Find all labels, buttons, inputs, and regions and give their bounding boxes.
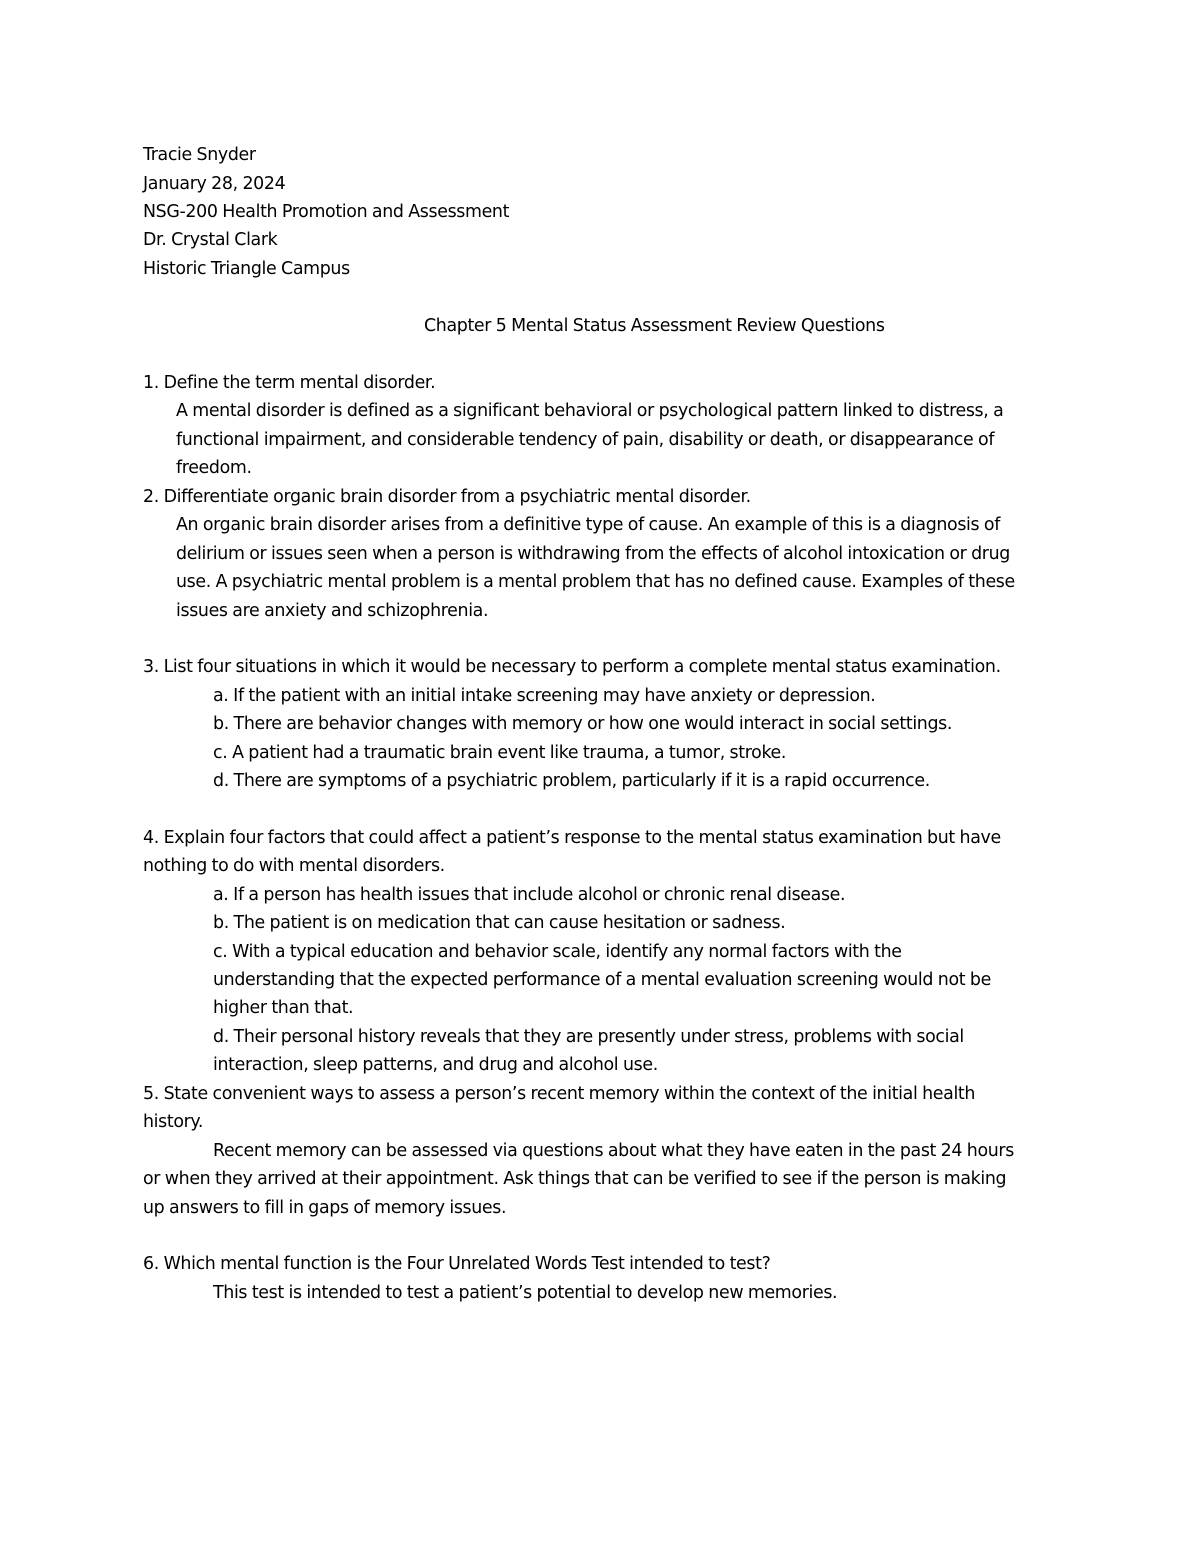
answer-1-line: functional impairment, and considerable tendency of pain, disability or death, or disappearance of bbox=[176, 430, 995, 450]
answer-2-line: use. A psychiatric mental problem is a mental problem that has no defined cause. Examples of these bbox=[176, 572, 1015, 592]
answer-2-line: delirium or issues seen when a person is withdrawing from the effects of alcohol intoxication or drug bbox=[176, 544, 1010, 564]
answer-3-item: c. A patient had a traumatic brain event like trauma, a tumor, stroke. bbox=[213, 743, 787, 763]
question-2: 2. Differentiate organic brain disorder from a psychiatric mental disorder. bbox=[143, 487, 751, 507]
answer-5-line: or when they arrived at their appointment. Ask things that can be verified to see if the person is making bbox=[143, 1169, 1007, 1189]
course-name: NSG-200 Health Promotion and Assessment bbox=[143, 202, 510, 222]
answer-4-item: c. With a typical education and behavior scale, identify any normal factors with the bbox=[213, 942, 902, 962]
question-6: 6. Which mental function is the Four Unrelated Words Test intended to test? bbox=[143, 1254, 771, 1274]
question-3: 3. List four situations in which it would be necessary to perform a complete mental status examination. bbox=[143, 657, 1001, 677]
answer-4-item: understanding that the expected performance of a mental evaluation screening would not be bbox=[213, 970, 991, 990]
answer-6: This test is intended to test a patient’s potential to develop new memories. bbox=[213, 1283, 838, 1303]
document-title: Chapter 5 Mental Status Assessment Review Questions bbox=[424, 316, 885, 336]
answer-4-item: b. The patient is on medication that can cause hesitation or sadness. bbox=[213, 913, 786, 933]
answer-4-item: higher than that. bbox=[213, 998, 354, 1018]
answer-4-item: a. If a person has health issues that include alcohol or chronic renal disease. bbox=[213, 885, 846, 905]
question-5-line: history. bbox=[143, 1112, 204, 1132]
answer-5-line: up answers to fill in gaps of memory issues. bbox=[143, 1198, 507, 1218]
question-4-line: 4. Explain four factors that could affect a patient’s response to the mental status examination but have bbox=[143, 828, 1001, 848]
student-name: Tracie Snyder bbox=[143, 145, 256, 165]
question-5-line: 5. State convenient ways to assess a person’s recent memory within the context of the initial health bbox=[143, 1084, 976, 1104]
document-date: January 28, 2024 bbox=[143, 174, 286, 194]
question-1: 1. Define the term mental disorder. bbox=[143, 373, 436, 393]
question-4-line: nothing to do with mental disorders. bbox=[143, 856, 445, 876]
answer-1-line: freedom. bbox=[176, 458, 252, 478]
answer-3-item: b. There are behavior changes with memory or how one would interact in social settings. bbox=[213, 714, 953, 734]
answer-2-line: An organic brain disorder arises from a definitive type of cause. An example of this is a diagnosis of bbox=[176, 515, 1000, 535]
answer-3-item: a. If the patient with an initial intake screening may have anxiety or depression. bbox=[213, 686, 876, 706]
instructor-name: Dr. Crystal Clark bbox=[143, 230, 278, 250]
answer-4-item: d. Their personal history reveals that they are presently under stress, problems with social bbox=[213, 1027, 964, 1047]
answer-3-item: d. There are symptoms of a psychiatric problem, particularly if it is a rapid occurrence. bbox=[213, 771, 930, 791]
campus-name: Historic Triangle Campus bbox=[143, 259, 350, 279]
answer-4-item: interaction, sleep patterns, and drug and alcohol use. bbox=[213, 1055, 658, 1075]
answer-2-line: issues are anxiety and schizophrenia. bbox=[176, 601, 489, 621]
answer-1-line: A mental disorder is defined as a significant behavioral or psychological pattern linked to distress, a bbox=[176, 401, 1004, 421]
answer-5-line: Recent memory can be assessed via questions about what they have eaten in the past 24 hours bbox=[213, 1141, 1014, 1161]
